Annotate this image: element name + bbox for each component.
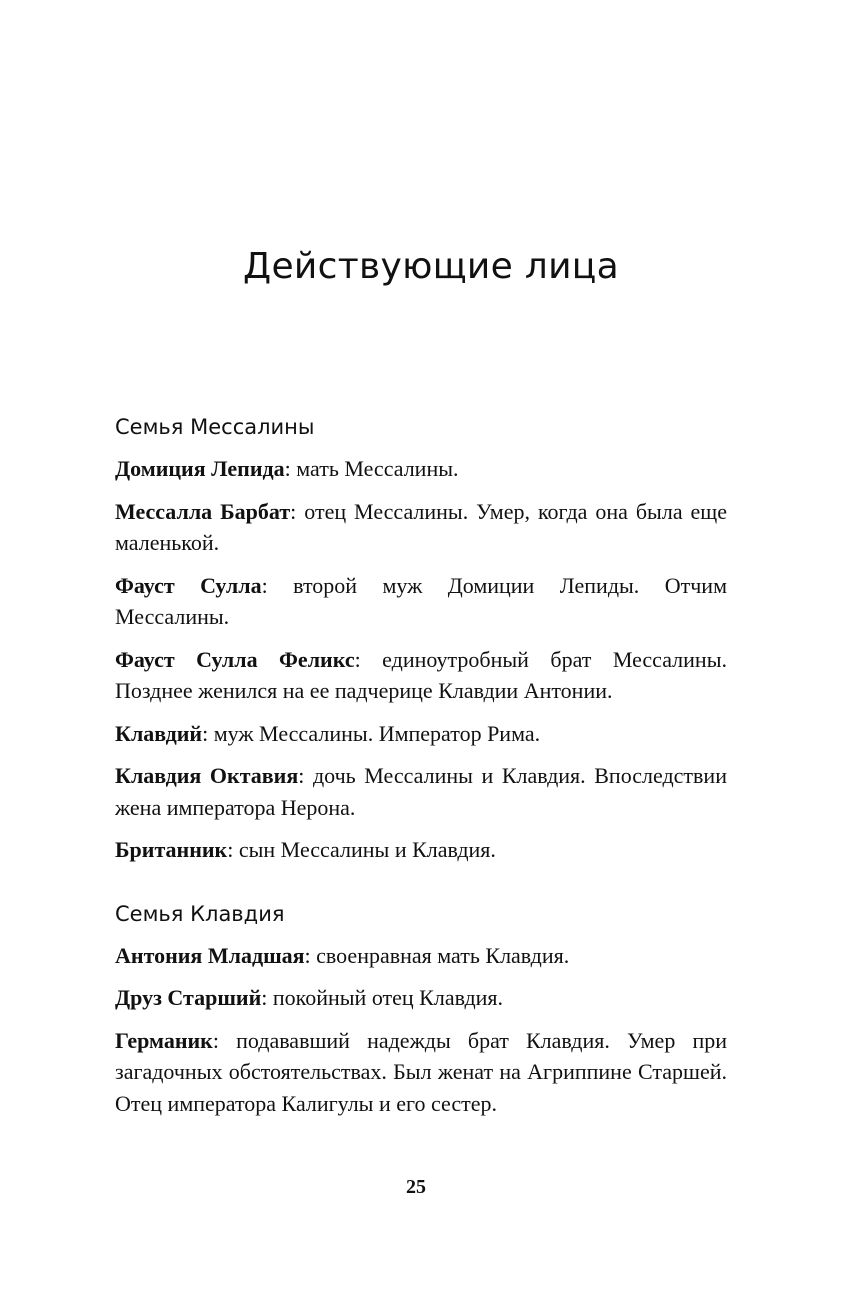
cast-list — [115, 413, 727, 1130]
character-name: Британник — [115, 837, 228, 862]
character-entry — [115, 453, 727, 485]
character-description: : сын Мессалины и Клавдия. — [227, 837, 496, 862]
character-name: Клавдий — [115, 720, 203, 746]
character-entry — [115, 940, 727, 972]
character-description: : мать Мессалины. — [284, 456, 459, 481]
character-entry — [115, 718, 727, 750]
character-description: : своенравная мать Клавдия. — [304, 942, 570, 968]
character-description: : единоутробный брат Мессалины. Позднее женился на ее падчерице Клавдии Антонии. — [115, 646, 727, 703]
character-name: Антония Младшая — [115, 942, 305, 968]
page-number: 25 — [406, 1176, 426, 1198]
page-title: Действующие лица — [243, 246, 619, 287]
character-name: Фауст Сулла Феликс — [115, 646, 355, 672]
character-entry — [115, 1025, 727, 1120]
section-heading: Семья Мессалины — [115, 415, 315, 439]
character-description: : отец Мессалины. Умер, когда она была еще маленькой. — [115, 498, 728, 555]
character-name: Мессалла Барбат — [115, 498, 291, 524]
character-entry — [115, 760, 727, 823]
character-name: Друз Старший — [115, 985, 262, 1010]
section-heading: Семья Клавдия — [115, 901, 285, 926]
character-name: Германик — [115, 1027, 213, 1053]
character-entry — [115, 982, 727, 1014]
character-entry — [115, 496, 727, 559]
character-name: Клавдия Октавия — [115, 763, 299, 788]
character-name: Фауст Сулла — [115, 572, 262, 598]
character-name: Домиция Лепида — [115, 456, 285, 481]
character-entry — [115, 834, 727, 866]
character-description: : муж Мессалины. Император Рима. — [202, 720, 541, 746]
character-entry — [115, 644, 727, 707]
character-description: : второй муж Домиции Лепиды. Отчим Мессалины. — [115, 572, 727, 629]
character-entry — [115, 570, 727, 633]
section-claudius-family — [115, 900, 727, 1120]
section-messalina-family — [115, 413, 727, 866]
character-description: : покойный отец Клавдия. — [261, 985, 504, 1010]
character-description: : подававший надежды брат Клавдия. Умер при загадочных обстоятельствах. Был женат на Агриппине Старшей. Отец императора Калигулы и его сестер. — [115, 1027, 727, 1116]
character-description: : дочь Мессалины и Клавдия. Впоследствии жена императора Нерона. — [115, 763, 727, 820]
